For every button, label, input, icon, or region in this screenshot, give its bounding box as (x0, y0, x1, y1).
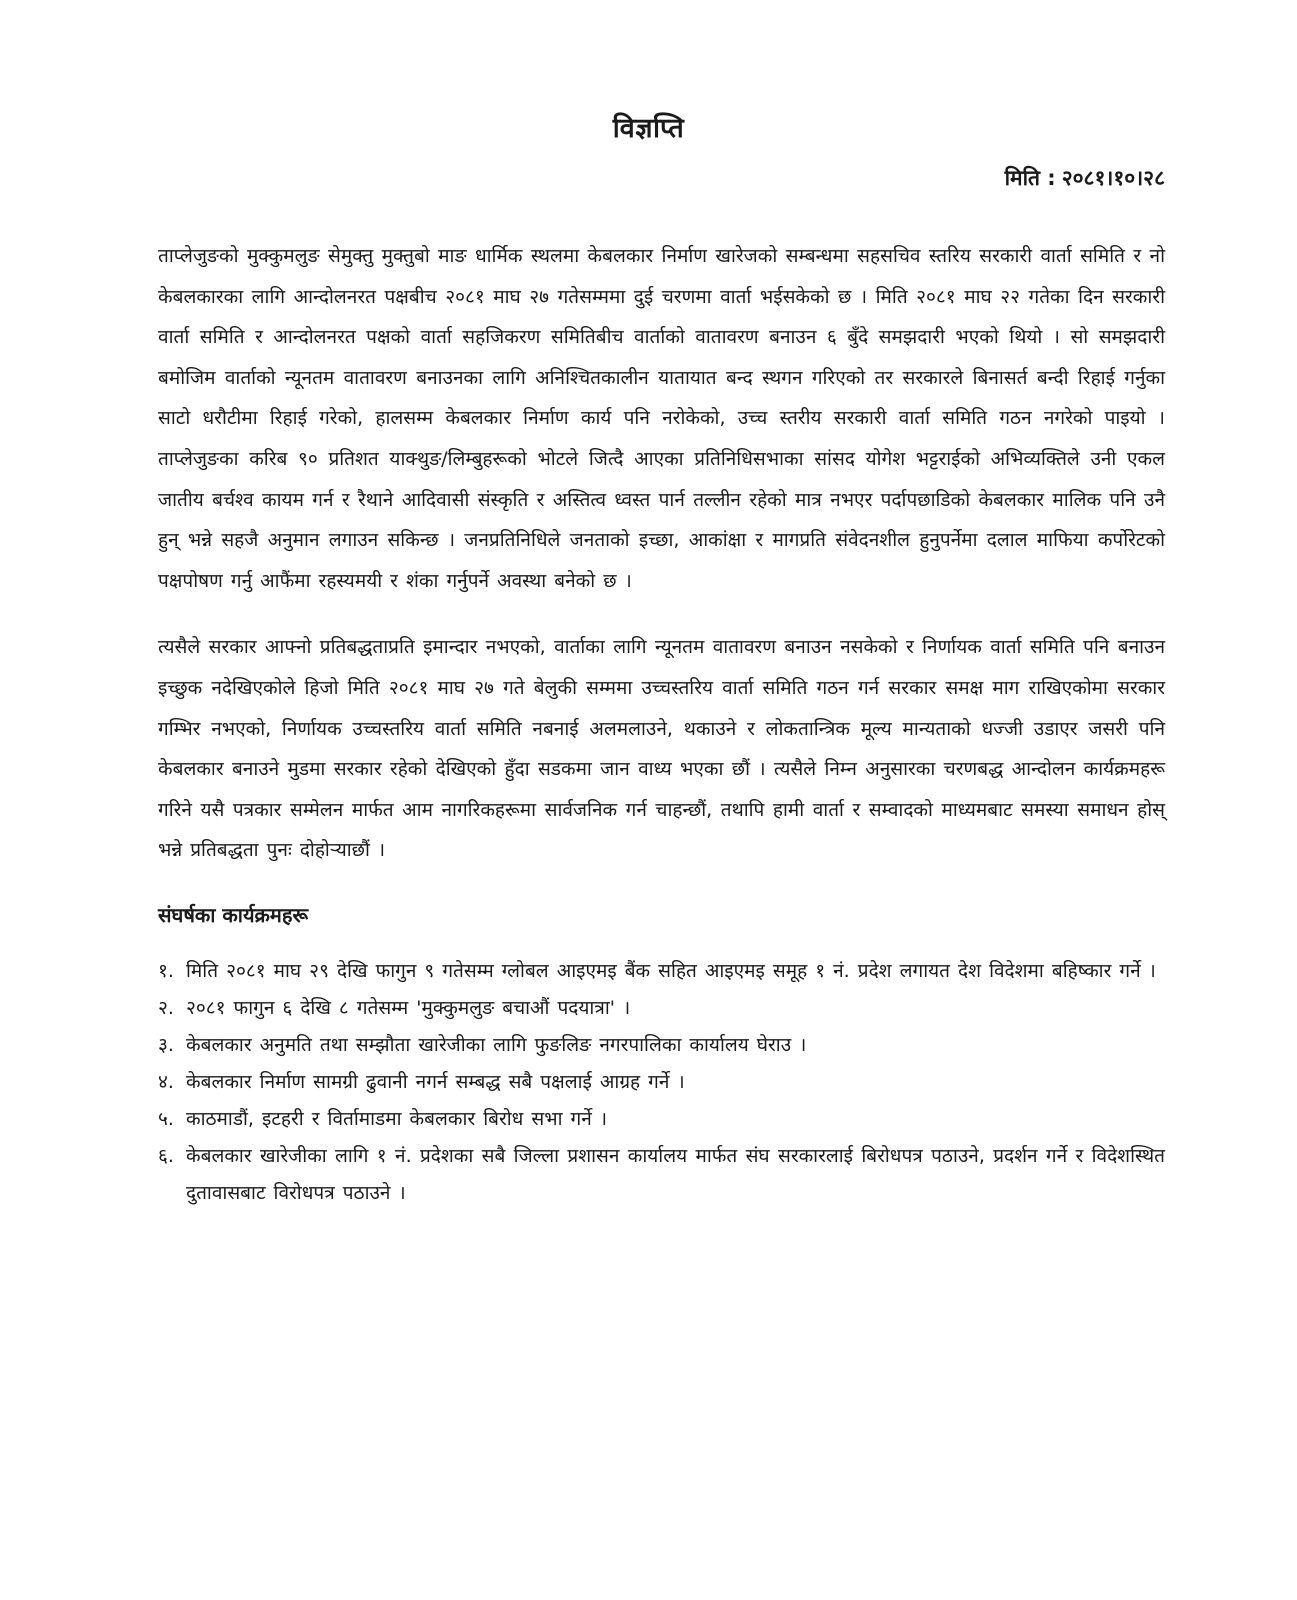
list-item-number: ३. (158, 1033, 174, 1056)
list-item (158, 953, 1165, 990)
notice-title: विज्ञप्ति (612, 113, 685, 144)
list-item-number: ५. (158, 1107, 174, 1130)
notice-date (1005, 164, 1165, 192)
paragraph-1: ताप्लेजुङको मुक्कुमलुङ सेमुक्तु मुक्तुबो माङ धार्मिक स्थलमा केबलकार निर्माण खारेजको सम्बन्धमा सहसचिव स्तरिय सरकारी वार्ता समिति र नो केबलकारका लागि आन्दोलनरत पक्षबीच २०८१ माघ २७ गतेसम्ममा दुई चरणमा वार्ता भईसकेको छ । मिति २०८१ माघ २२ गतेका दिन सरकारी वार्ता समिति र आन्दोलनरत पक्षको वार्ता सहजिकरण समितिबीच वार्ताको वातावरण बनाउन ६ बुँदे समझदारी भएको थियो । सो समझदारी बमोजिम वार्ताको न्यूनतम वातावरण बनाउनका लागि अनिश्चितकालीन यातायात बन्द स्थगन गरिएको तर सरकारले बिनासर्त बन्दी रिहाई गर्नुका साटो धरौटीमा रिहाई गरेको, हालसम्म केबलकार निर्माण कार्य पनि नरोकेको, उच्च स्तरीय सरकारी वार्ता समिति गठन नगरेको पाइयो । ताप्लेजुङका करिब ९० प्रतिशत याक्थुङ/लिम्बुहरूको भोटले जित्दै आएका प्रतिनिधिसभाका सांसद योगेश भट्टराईको अभिव्यक्तिले उनी एकल जातीय बर्चश्व कायम गर्न र रैथाने आदिवासी संस्कृति र अस्तित्व ध्वस्त पार्न तल्लीन रहेको मात्र नभएर पर्दापछाडिको केबलकार मालिक पनि उनै हुन् भन्ने सहजै अनुमान लगाउन सकिन्छ । जनप्रतिनिधिले जनताको इच्छा, आकांक्षा र मागप्रति संवेदनशील हुनुपर्नेमा दलाल माफिया कर्पोरेटको पक्षपोषण गर्नु आफैंमा रहस्यमयी र शंका गर्नुपर्ने अवस्था बनेको छ । (158, 245, 1165, 592)
list-item-number: ६. (158, 1144, 174, 1167)
list-item (158, 1138, 1165, 1212)
list-item-text: केबलकार खारेजीका लागि १ नं. प्रदेशका सबै जिल्ला प्रशासन कार्यालय मार्फत संघ सरकारलाई बिरोधपत्र पठाउने, प्रदर्शन गर्ने र विदेशस्थित दुतावासबाट विरोधपत्र पठाउने । (186, 1144, 1165, 1204)
date-label: मिति : (1004, 166, 1056, 190)
list-item-number: ४. (158, 1070, 174, 1093)
list-item-text: काठमाडौं, इटहरी र विर्तामाडमा केबलकार बिरोध सभा गर्ने । (186, 1107, 608, 1130)
list-item-text: २०८१ फागुन ६ देखि ८ गतेसम्म 'मुक्कुमलुङ बचाऔं पदयात्रा' । (186, 996, 631, 1019)
date-value: २०८१।१०।२८ (1061, 166, 1165, 190)
list-item (158, 1064, 1165, 1101)
programs-heading: संघर्षका कार्यक्रमहरू (158, 902, 309, 927)
list-item-text: केबलकार अनुमति तथा सम्झौता खारेजीका लागि फुङलिङ नगरपालिका कार्यालय घेराउ । (186, 1033, 807, 1056)
programs-list (158, 953, 1165, 1212)
list-item (158, 990, 1165, 1027)
list-item-number: २. (158, 996, 174, 1019)
list-item-number: १. (158, 959, 174, 982)
list-item (158, 1101, 1165, 1138)
notice-body (158, 236, 1165, 1212)
paragraph-2: त्यसैले सरकार आफ्नो प्रतिबद्धताप्रति इमान्दार नभएको, वार्ताका लागि न्यूनतम वातावरण बनाउन नसकेको र निर्णायक वार्ता समिति पनि बनाउन इच्छुक नदेखिएकोले हिजो मिति २०८१ माघ २७ गते बेलुकी सम्ममा उच्चस्तरिय वार्ता समिति गठन गर्न सरकार समक्ष माग राखिएकोमा सरकार गम्भिर नभएको, निर्णायक उच्चस्तरिय वार्ता समिति नबनाई अलमलाउने, थकाउने र लोकतान्त्रिक मूल्य मान्यताको धज्जी उडाएर जसरी पनि केबलकार बनाउने मुडमा सरकार रहेको देखिएको हुँदा सडकमा जान वाध्य भएका छौं । त्यसैले निम्न अनुसारका चरणबद्ध आन्दोलन कार्यक्रमहरू गरिने यसै पत्रकार सम्मेलन मार्फत आम नागरिकहरूमा सार्वजनिक गर्न चाहन्छौं, तथापि हामी वार्ता र सम्वादको माध्यमबाट समस्या समाधन होस् भन्ने प्रतिबद्धता पुनः दोहोर्‍याछौं । (158, 636, 1165, 862)
list-item-text: मिति २०८१ माघ २९ देखि फागुन ९ गतेसम्म ग्लोबल आइएमइ बैंक सहित आइएमइ समूह १ नं. प्रदेश लगायत देश विदेशमा बहिष्कार गर्ने । (186, 959, 1156, 982)
list-item (158, 1027, 1165, 1064)
list-item-text: केबलकार निर्माण सामग्री ढुवानी नगर्न सम्बद्ध सबै पक्षलाई आग्रह गर्ने । (186, 1070, 685, 1093)
